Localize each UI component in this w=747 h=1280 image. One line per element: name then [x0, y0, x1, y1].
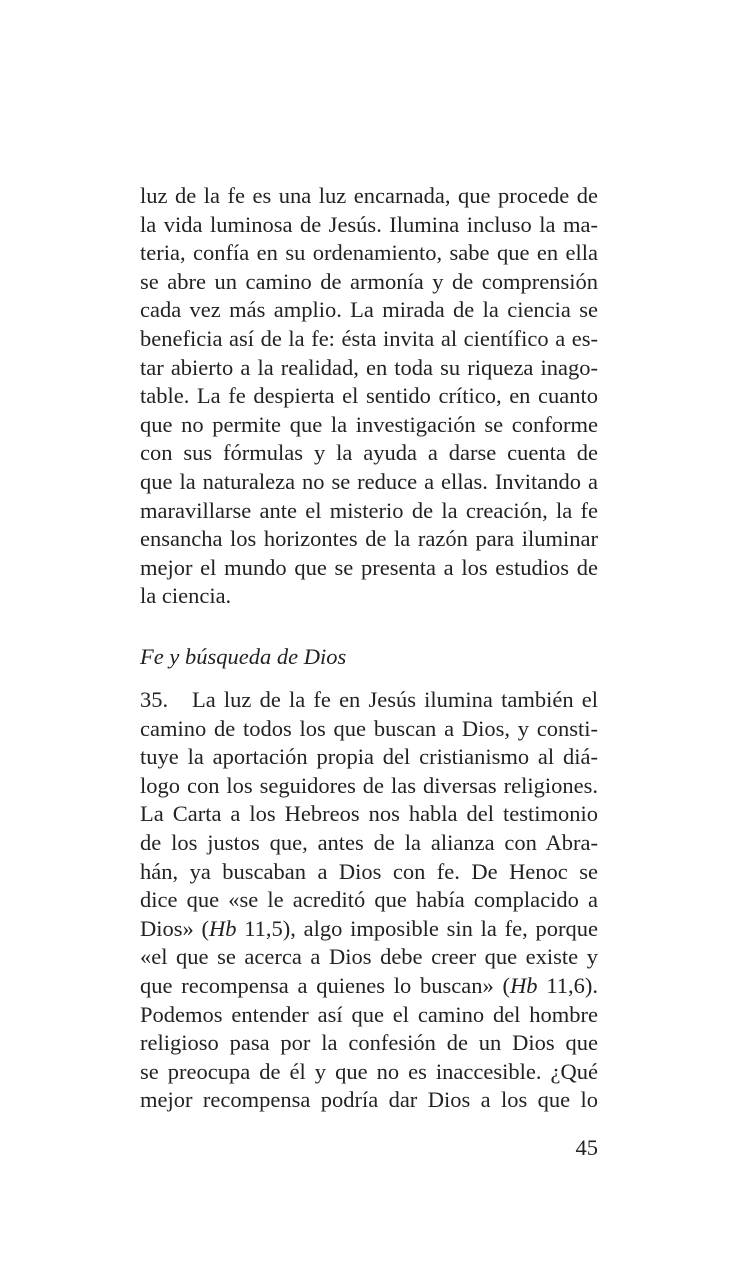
- text-fragment: 11,6).: [537, 972, 598, 998]
- text-line: de los justos que, antes de la alianza con Abra-: [140, 829, 598, 855]
- text-line: dice que «se le acreditó que había complacido a: [140, 887, 598, 913]
- text-line: teria, confía en su ordenamiento, sabe que en ella: [140, 240, 598, 266]
- page-number: 45: [575, 1135, 598, 1160]
- text-line: tar abierto a la realidad, en toda su riqueza inago-: [140, 354, 598, 380]
- text-line: maravillarse ante el misterio de la creación, la fe: [140, 497, 598, 523]
- citation-reference: Hb: [510, 972, 538, 998]
- text-line: se abre un camino de armonía y de comprensión: [140, 268, 598, 294]
- text-line: [140, 915, 598, 944]
- text-line: cada vez más amplio. La mirada de la ciencia se: [140, 297, 598, 323]
- text-line: Podemos entender así que el camino del hombre: [140, 1001, 598, 1027]
- paragraph-continuation: [140, 182, 598, 611]
- paragraph-35: [140, 686, 598, 1115]
- text-line: que no permite que la investigación se conforme: [140, 411, 598, 437]
- text-line: beneficia así de la fe: ésta invita al científico a es-: [140, 325, 598, 351]
- text-line: con sus fórmulas y la ayuda a darse cuenta de: [140, 440, 598, 466]
- text-line: camino de todos los que buscan a Dios, y consti-: [140, 715, 598, 741]
- text-line: la vida luminosa de Jesús. Ilumina incluso la ma-: [140, 211, 598, 237]
- text-line: La Carta a los Hebreos nos habla del testimonio: [140, 801, 598, 827]
- text-line: «el que se acerca a Dios debe creer que existe y: [140, 944, 598, 970]
- paragraph-number: 35.: [140, 687, 169, 712]
- text-line: se preocupa de él y que no es inaccesible. ¿Qué: [140, 1058, 598, 1084]
- text-line: luz de la fe es una luz encarnada, que procede de: [140, 183, 598, 208]
- citation-reference: Hb: [209, 915, 237, 941]
- text-fragment: que recompensa a quienes lo buscan» (: [140, 972, 511, 998]
- text-line: que la naturaleza no se reduce a ellas. Invitando a: [140, 468, 598, 494]
- text-line-content: La luz de la fe en Jesús ilumina también el: [192, 687, 598, 712]
- text-line: religioso pasa por la confesión de un Dios que: [140, 1030, 598, 1056]
- section-heading: Fe y búsqueda de Dios: [140, 644, 347, 669]
- text-line: tuye la aportación propia del cristianismo al diá-: [140, 744, 598, 770]
- text-fragment: 11,5), algo imposible sin la fe, porque: [236, 915, 599, 941]
- text-line: table. La fe despierta el sentido crítico, en cuanto: [140, 383, 598, 409]
- text-line: la ciencia.: [140, 583, 232, 609]
- text-line: mejor recompensa podría dar Dios a los que lo: [140, 1087, 598, 1113]
- text-line: mejor el mundo que se presenta a los estudios de: [140, 554, 598, 580]
- text-line: logo con los seguidores de las diversas religiones.: [140, 772, 598, 798]
- text-line: ensancha los horizontes de la razón para iluminar: [140, 526, 598, 552]
- text-line: [140, 686, 598, 715]
- text-line: hán, ya buscaban a Dios con fe. De Henoc se: [140, 858, 598, 884]
- text-line: [140, 972, 598, 1001]
- text-fragment: Dios» (: [140, 915, 210, 941]
